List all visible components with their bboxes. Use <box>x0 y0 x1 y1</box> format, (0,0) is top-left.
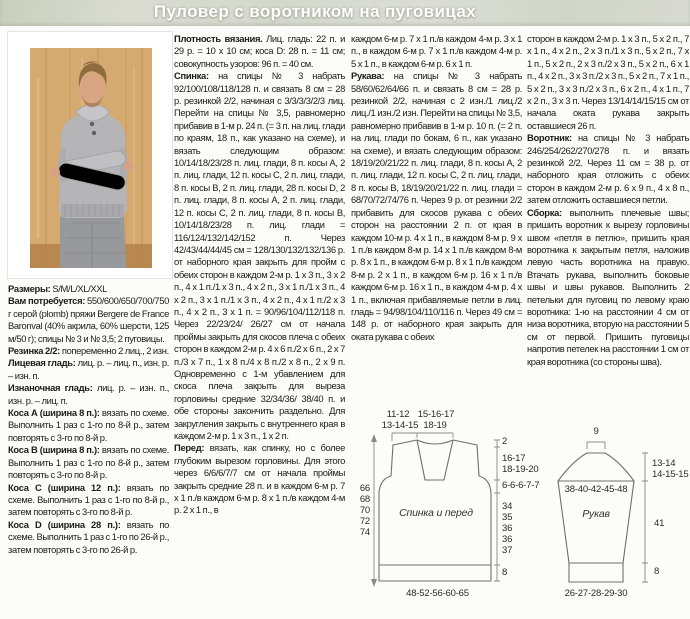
sleeve-schematic <box>528 400 690 619</box>
paragraph-label: Лицевая гладь: <box>8 357 76 369</box>
paragraph-text: вязать по схеме. Выполнить 1 раз с 1-го по 8-й р., затем повторять с 3-го по 8-й р. <box>8 481 169 518</box>
photo-area <box>30 48 152 268</box>
paragraph <box>174 442 345 516</box>
sweater-photo-illustration <box>30 48 152 268</box>
paragraph-text: сторон в каждом 2-м р. 1 х 3 п., 5 х 2 п., 7 х 1 п., 4 х 2 п., 2 х 3 п./1 х 3 п., 5 х 2 п., 7 х 1 п., 5 х 2 п., 2 х 3 п./2 х 3 п., 5 х 2 п., 6 х 1 п., 4 х 2 п., 3 х 3 п./2 х 3 п., 5 х 2 п., 7 х 1 п., 5 х 2 п., 3 х 3 п./2 х 3 п., 6 х 2 п., 4 х 1 п., 7 х 2 п., 3 х 3 п. Через 13/14/14/15/15 см от начала оката рукава закрыть оставшиеся 26 п. <box>527 33 689 131</box>
paragraph <box>8 295 169 345</box>
dim-side-2: 35 <box>502 512 513 523</box>
paragraph-text: на спицы № 3 набрать 58/60/62/64/66 п. и связать 8 см = 28 р. резинкой 2/2, начиная с 2 изн./1 лиц./2 лиц./1 изн./2 изн. Перейти на спицы № 3,5, равномерно прибавив в 1-м р. 10 п. (= 2 п. на лиц. глади по бокам, 6 п., как указано на схеме), и вязать следующим образом: 18/19/20/21/22 п. лиц. глади, 8 п. косы А, 2 п. лиц. глади, 12 п. косы С, 2 п. лиц. глади, 8 п. косы В, 18/19/20/21/22 п. лиц. глади = 68/70/72/74/76 п. Через 9 р. от резинки 2/2 прибавить для скосов рукава с обеих сторон на расстоянии 2 п. от края в каждом 10-м р. 4 х 1 п., в каждом 8-м р. 9 х 1 п./в каждом 8-м р. 14 х 1 п./в каждом 8-м р. 8 х 1 п., в каждом 6-м р. 8 х 1 п./в каждом 8-м р. 2 х 1 п., в каждом 6-м р. 16 х 1 п./в каждом 6-м р. 16 х 1 п., в каждом 4-м р. 4 х 1 п., включая прибавляемые петли в лиц. гладь = 94/98/104/110/116 п. Через 49 см = 148 р. от наборного края закрыть для оката рукава с обеих <box>351 70 522 342</box>
paragraph-label: Коса В (ширина 8 п.): <box>8 444 100 456</box>
paragraph-label: Перед: <box>174 442 205 454</box>
paragraph-label: Коса С (ширина 12 п.): <box>8 481 121 493</box>
dim-neck-top-4: 18-19 <box>423 420 447 431</box>
paragraph <box>527 132 689 206</box>
dim-side-4: 36 <box>502 534 513 545</box>
dim-total-height-1: 66 <box>359 483 370 494</box>
dim-cap-height-1: 13-14 <box>652 458 676 469</box>
dim-side-3: 36 <box>502 523 513 534</box>
paragraph-label: Воротник: <box>527 132 572 144</box>
dim-upper-width: 38-40-42-45-48 <box>564 484 628 495</box>
dim-cuff-width: 26-27-28-29-30 <box>564 588 628 599</box>
paragraph-label: Размеры: <box>8 283 51 294</box>
paragraph <box>8 407 169 444</box>
paragraph-label: Коса А (ширина 8 п.): <box>8 407 100 419</box>
dim-shoulder-drop: 2 <box>502 436 508 447</box>
dim-total-height-2: 68 <box>359 494 370 505</box>
paragraph <box>527 207 689 368</box>
paragraph-text: лиц. р. – изн. п., изн. р. – лиц. п. <box>8 382 169 406</box>
paragraph <box>8 357 169 382</box>
page-header <box>0 0 690 26</box>
dim-neck-depth-1: 16-17 <box>502 453 526 464</box>
paragraph-text: вязать по схеме. Выполнить 1 раз с 1-го по 26-й р., затем повторять с 3-го по 26-й р. <box>8 518 169 555</box>
paragraph <box>351 70 522 343</box>
paragraph-text: на спицы № 3 набрать 246/254/262/270/278 п. и вязать резинкой 2/2. Через 11 см = 38 р. от наборного края отложить с обеих сторон в каждом 2-м р. 6 х 9 п., 4 х 8 п., затем отложить оставшиеся петли. <box>527 132 689 206</box>
paragraph-label: Резинка 2/2: <box>8 345 60 357</box>
dim-cuff-height: 8 <box>654 566 660 577</box>
paragraph-text: лиц. р. – лиц. п., изн. р. – изн. п. <box>8 357 169 381</box>
dim-side-1: 34 <box>502 501 513 512</box>
column-materials <box>8 283 169 556</box>
paragraph <box>8 345 169 357</box>
paragraph <box>174 70 345 442</box>
paragraph-text: Лиц. гладь: 22 п. и 29 р. = 10 х 10 см; коса D: 28 п. = 11 см; совокупность узоров: 96 п. = 40 см. <box>174 33 346 69</box>
dim-neck-top-3: 13-14-15 <box>381 420 419 431</box>
paragraph-label: Вам потребуется: <box>8 295 86 307</box>
paragraph-text: 550/600/650/700/750 г серой (plomb) пряжи Bergere de France Baronval (40% акрила, 60% шерсти, 125 м/50 г); спицы № 3 и № 3,5; 2 пуговицы. <box>8 295 169 344</box>
paragraph <box>8 382 169 407</box>
paragraph-text: на спицы № 3 набрать 92/100/108/118/128 п. и связать 8 см = 28 р. резинкой 2/2, начиная с 3/3/3/3/2/3 лиц. Перейти на спицы № 3,5, равномерно прибавив в 1-м р. 24 п. (= 3 п. на лиц. глади по краям, 18 п., как указано на схеме), и вязать следующим образом: 10/14/18/23/28 п. лиц. глади, 8 п. косы А, 2 п. лиц. глади, 12 п. косы С, 2 п. лиц. глади, 8 п. косы В, 2 п. лиц. глади, 28 п. косы D, 2 п. лиц. глади, 8 п. косы А, 2 п. лиц. глади, 12 п. косы С, 2 п. лиц. глади, 8 п. косы В, 10/14/18/23/28 п. лиц. глади = 116/124/132/142/152 п. Через 42/43/44/44/45 см = 128/130/132/132/136 р. от наборного края закрыть для пройм с обеих сторон в каждом 2-м р. 1 х 3 п., 3 х 2 п., 4 х 1 п./1 х 3 п., 4 х 2 п., 3 х 1 п./1 х 3 п., 4 х 2 п., 3 х 1 п./1 х 3 п., 4 х 2 п., 4 х 1 п./2 х 3 п., 4 х 2 п., 3 х 1 п. = 90/96/104/112/118 п. Через 22/23/24/ 26/27 см от начала проймы закрыть для скосов плеча с обеих сторон в каждом 2-м р. 4 х 6 п./2 х 6 п., 2 х 7 п./3 х 7 п., 1 х 8 п./4 х 8 п./2 х 8 п., 2 х 9 п. Одновременно с 1-м убавлением для скоса плеча закрыть для выреза горловины средние 32/34/36/ 38/40 п. и обе стороны закончить раздельно. Для закругления закрыть с внутреннего края в каждом 2-м р. 1 х 3 п., 1 х 2 п. <box>174 70 345 441</box>
paragraph-label: Изнаночная гладь: <box>8 382 93 394</box>
paragraph-label: Сборка: <box>527 206 562 218</box>
paragraph <box>8 283 169 295</box>
paragraph-label: Плотность вязания. <box>174 33 263 44</box>
column-back-front <box>174 33 345 517</box>
paragraph <box>8 519 169 556</box>
dim-total-height-3: 70 <box>359 505 370 516</box>
paragraph-text: выполнить плечевые швы; пришить воротник к вырезу горловины швом «петля в петлю», пришить края воротника к закрытым петля, наложив левую часть воротника на правую. Втачать рукава, выполнить боковые швы и швы рукавов. Выполнить 2 петельки для пуговиц по левому краю воротника: 1-ю на расстоянии 4 см от низа воротника, вторую на расстоянии 5 см от первой. Пришить пуговицы напротив петелек на расстоянии 1 см от края воротника (со стороны шва). <box>527 206 689 367</box>
back-front-schematic <box>345 403 545 619</box>
paragraph <box>174 33 345 70</box>
dim-neck-top-2: 15-16-17 <box>417 409 455 420</box>
dim-total-height-5: 74 <box>359 527 370 538</box>
dim-rib-height: 8 <box>502 567 508 578</box>
dim-armhole: 6-6-6-7-7 <box>502 480 540 491</box>
paragraph-text: каждом 6-м р. 7 х 1 п./в каждом 4-м р. 3 х 1 п., в каждом 6-м р. 7 х 1 п./в каждом 4-м р. 5 х 1 п., в каждом 6-м р. 6 х 1 п. <box>351 33 522 69</box>
paragraph <box>351 33 522 70</box>
dim-cap-height-2: 14-15-15 <box>652 469 689 480</box>
dim-neck-top-1: 11-12 <box>386 409 410 420</box>
dim-cap-top-width: 9 <box>593 426 599 437</box>
paragraph <box>527 33 689 132</box>
paragraph-text: вязать по схеме. Выполнить 1 раз с 1-го по 8-й р., затем повторять с 3-го по 8-й р. <box>8 407 169 443</box>
paragraph <box>8 444 169 481</box>
schematic-title-sleeve: Рукав <box>582 508 610 520</box>
paragraph-label: Спинка: <box>174 70 209 82</box>
page-title: Пуловер с воротником на пуговицах <box>153 2 477 21</box>
dim-neck-depth-2: 18-19-20 <box>502 464 539 475</box>
paragraph-text: S/M/L/XL/XXL <box>50 283 108 294</box>
model-photo <box>8 32 172 278</box>
paragraph-text: вязать по схеме. Выполнить 1 раз с 1-го по 8-й р., затем повторять с 3-го по 8-й р. <box>8 444 169 481</box>
dim-bottom-width: 48-52-56-60-65 <box>406 588 469 599</box>
paragraph-label: Коса D (ширина 28 п.): <box>8 518 121 530</box>
paragraph <box>8 482 169 519</box>
paragraph-text: вязать, как спинку, но с более глубоким вырезом горловины. Для этого через 6/6/6/7/7 см от начала проймы закрыть средние 28 п. и в каждом 6-м р. 7 х 1 п./в каждом 6-м р. 8 х 1 п./в каждом 4-м р. 2 х 1 п., в <box>174 442 345 516</box>
column-collar-assembly <box>527 33 689 368</box>
dim-sleeve-height: 41 <box>654 518 665 529</box>
dim-side-5: 37 <box>502 545 513 556</box>
paragraph-text: попеременно 2 лиц., 2 изн. <box>59 345 169 357</box>
column-sleeves <box>351 33 522 343</box>
dim-total-height-4: 72 <box>359 516 370 527</box>
schematic-title-back-front: Спинка и перед <box>399 507 473 519</box>
paragraph-label: Рукава: <box>351 70 385 82</box>
